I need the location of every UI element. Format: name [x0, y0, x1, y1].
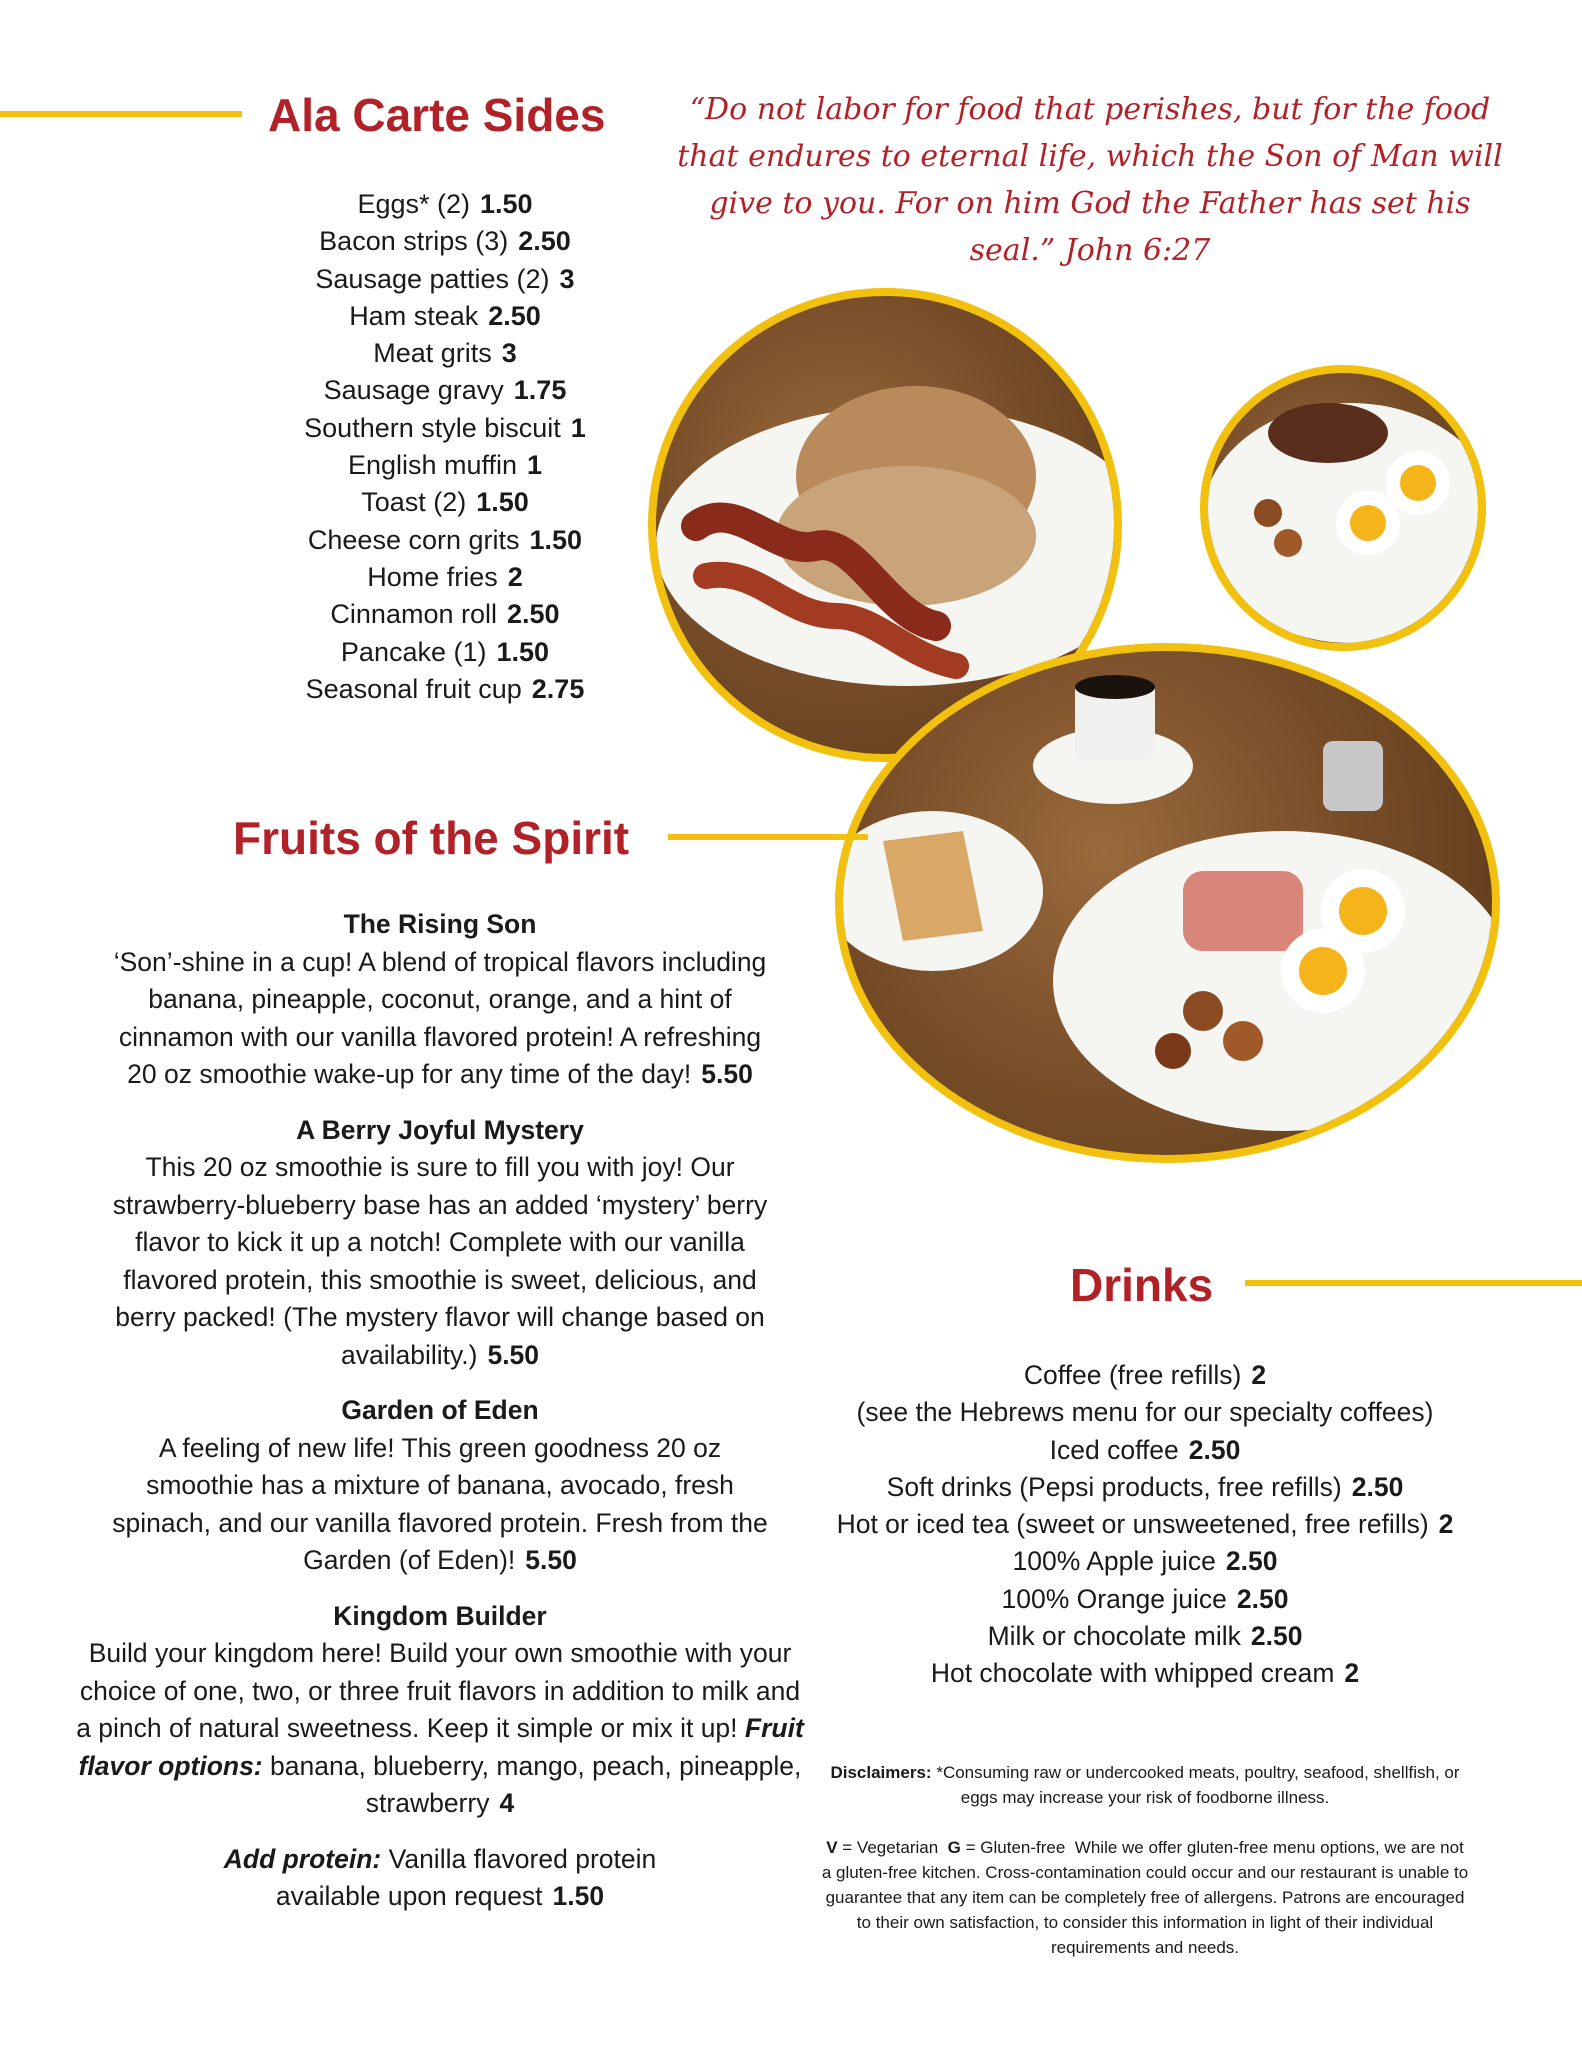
add-protein: Add protein: Vanilla flavored protein available upon request 1.50	[223, 1843, 657, 1911]
accent-line-sides	[0, 111, 242, 117]
smoothie-item	[70, 1392, 810, 1580]
side-item: Bacon strips (3) 2.50	[319, 226, 571, 257]
smoothie-price: 4	[499, 1788, 515, 1818]
smoothie-list	[70, 906, 810, 1934]
options-label: Fruit flavor options:	[78, 1713, 804, 1781]
smoothie-name: A Berry Joyful Mystery	[296, 1114, 584, 1145]
smoothie-description: Build your kingdom here! Build your own smoothie with your choice of one, two, or three fruit flavors in addition to milk and a pinch of natural sweetness. Keep it simple or mix it up! Fruit flavor options: banana, blueberry, mango, peach, pineapple, strawberry 4	[76, 1638, 804, 1818]
side-item: English muffin 1	[347, 450, 543, 481]
smoothie-description: This 20 oz smoothie is sure to fill you with joy! Our strawberry-blueberry base has an added ‘mystery’ berry flavor to kick it up a notch! Complete with our vanilla flavored protein, this smoothie is sweet, delicious, and berry packed! (The mystery flavor will change based on availability.) 5.50	[112, 1152, 768, 1370]
accent-line-drinks	[1245, 1280, 1582, 1286]
smoothie-item	[70, 906, 810, 1094]
drink-price: 2	[1438, 1509, 1454, 1540]
drink-price: 2	[1251, 1360, 1267, 1390]
accent-line-fruits	[668, 834, 868, 840]
side-price: 3	[501, 338, 517, 369]
smoothie-description: A feeling of new life! This green goodness 20 oz smoothie has a mixture of banana, avocado, fresh spinach, and our vanilla flavored protein. Fresh from the Garden (of Eden)! 5.50	[112, 1432, 768, 1575]
photo-circle-ham-eggs-coffee	[835, 643, 1500, 1163]
drink-price: 2.50	[1225, 1546, 1278, 1577]
side-item: Toast (2) 1.50	[361, 487, 529, 518]
disclaimer-label: Disclaimers:	[830, 1763, 932, 1782]
drink-price: 2.50	[1236, 1583, 1289, 1614]
side-price: 1.50	[476, 487, 529, 518]
smoothie-description: ‘Son’-shine in a cup! A blend of tropical flavors including banana, pineapple, coconut, orange, and a hint of cinnamon with our vanilla flavored protein! A refreshing 20 oz smoothie wake-up for any time of the day! 5.50	[113, 946, 767, 1089]
side-price: 2.50	[488, 300, 541, 331]
fruits-heading: Fruits of the Spirit	[233, 812, 630, 864]
sides-heading: Ala Carte Sides	[268, 89, 606, 141]
side-price: 2	[507, 561, 523, 592]
side-price: 1.50	[529, 524, 583, 555]
drink-item: Soft drinks (Pepsi products, free refills) 2.50	[886, 1471, 1404, 1502]
side-price: 1.75	[513, 375, 567, 406]
disclaimer-allergens: V = Vegetarian G = Gluten-free While we offer gluten-free menu options, we are not a gluten-free kitchen. Cross-contamination could occur and our restaurant is unable to guarantee that any item can be completely free of allergens. Patrons are encouraged to their own satisfaction, to consider this information in light of their individual requirements and needs.	[821, 1838, 1469, 1957]
drink-price: 2.50	[1188, 1434, 1241, 1465]
gluten-free-key: G	[947, 1838, 961, 1857]
smoothie-price: 5.50	[701, 1059, 753, 1089]
protein-price: 1.50	[552, 1881, 605, 1911]
drink-item: Hot chocolate with whipped cream 2	[930, 1658, 1360, 1689]
side-price: 2.50	[518, 226, 571, 257]
smoothie-name: Kingdom Builder	[333, 1600, 547, 1631]
vegetarian-key: V	[826, 1838, 838, 1857]
protein-label: Add protein:	[223, 1843, 382, 1874]
side-price: 1.50	[480, 189, 533, 219]
drink-item: Coffee (free refills) 2	[1023, 1360, 1267, 1390]
side-item: Home fries 2	[367, 561, 523, 592]
drinks-list	[780, 1357, 1510, 1693]
smoothie-name: The Rising Son	[343, 909, 537, 939]
side-price: 2.75	[531, 673, 585, 704]
disclaimer-block	[820, 1760, 1470, 1960]
steak-eggs-illustration	[1208, 373, 1486, 651]
drink-price: 2.50	[1351, 1471, 1404, 1502]
side-item: Southern style biscuit 1	[304, 412, 586, 443]
side-price: 3	[559, 263, 575, 294]
drink-price: 2	[1344, 1658, 1360, 1689]
side-item: Seasonal fruit cup 2.75	[305, 673, 585, 704]
side-item: Eggs* (2) 1.50	[357, 189, 533, 219]
sides-list	[220, 186, 670, 708]
drink-item: Hot or iced tea (sweet or unsweetened, free refills) 2	[836, 1509, 1454, 1540]
ham-eggs-coffee-illustration	[843, 651, 1500, 1163]
side-price: 2.50	[507, 599, 560, 630]
disclaimer-foodborne: Disclaimers: *Consuming raw or undercooked meats, poultry, seafood, shellfish, or eggs may increase your risk of foodborne illness.	[830, 1763, 1460, 1807]
drink-note: (see the Hebrews menu for our specialty coffees)	[856, 1397, 1434, 1428]
smoothie-item	[70, 1598, 810, 1823]
side-item: Sausage patties (2) 3	[315, 263, 575, 294]
drink-item: Iced coffee 2.50	[1049, 1434, 1241, 1465]
smoothie-item	[70, 1112, 810, 1375]
side-price: 1	[570, 412, 586, 443]
side-item: Pancake (1) 1.50	[340, 636, 550, 667]
drink-price: 2.50	[1250, 1621, 1303, 1652]
photo-circle-steak-eggs	[1200, 365, 1486, 651]
smoothie-name: Garden of Eden	[341, 1395, 539, 1425]
drinks-heading: Drinks	[1070, 1259, 1214, 1311]
scripture-quote: “Do not labor for food that perishes, but for the food that endures to eternal life, which the Son of Man will give to you. For on him God the Father has set his seal.” John 6:27	[677, 92, 1503, 268]
side-item: Cheese corn grits 1.50	[307, 524, 583, 555]
drink-item: 100% Orange juice 2.50	[1001, 1583, 1289, 1614]
side-item: Meat grits 3	[373, 338, 517, 369]
side-price: 1.50	[496, 636, 550, 667]
side-item: Cinnamon roll 2.50	[330, 599, 560, 630]
smoothie-price: 5.50	[487, 1339, 540, 1370]
side-item: Sausage gravy 1.75	[323, 375, 567, 406]
drink-item: 100% Apple juice 2.50	[1012, 1546, 1278, 1577]
drink-item: Milk or chocolate milk 2.50	[987, 1621, 1303, 1652]
side-price: 1	[527, 450, 543, 481]
smoothie-price: 5.50	[525, 1545, 577, 1575]
side-item: Ham steak 2.50	[349, 300, 541, 331]
